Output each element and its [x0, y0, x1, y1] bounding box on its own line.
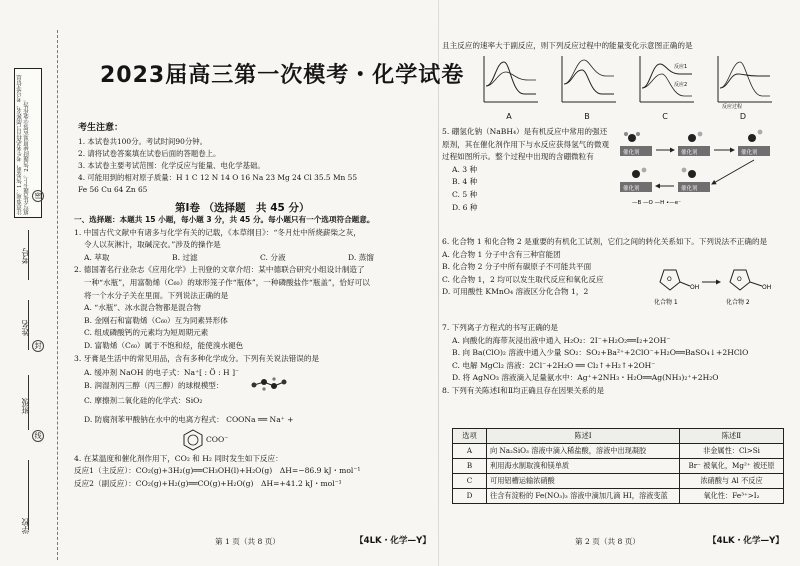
option: A. 3 种: [452, 164, 478, 174]
binding-strip: [6, 30, 58, 560]
table-cell: Br⁻ 被氧化，Mg²⁺ 被还原: [680, 459, 784, 474]
q7-stem: 7. 下列离子方程式的书写正确的是: [442, 323, 558, 332]
reaction-1: 反应1（主反应）：CO₂(g)+3H₂(g)══CH₃OH(l)+H₂O(g) ΔH=−86.9 kJ・mol⁻¹: [74, 466, 361, 476]
note-item: 1. 本试卷共100分。考试时间90分钟。: [78, 137, 207, 146]
field-exam-number: 考号: [21, 248, 30, 264]
option: A. 向酸化的海带灰浸出液中通入 H₂O₂：2I⁻+H₂O₂══I₂+2OH⁻: [452, 335, 671, 345]
energy-diagram-c: [634, 54, 696, 110]
table-row: [453, 489, 784, 504]
option: C. 5 种: [452, 189, 478, 199]
q6-stem: 6. 化合物 1 和化合物 2 是重要的有机化工试剂，它们之间的转化关系如下。下列说法不正确的是: [442, 237, 768, 246]
option: A. 萃取: [84, 252, 110, 262]
axis-label: 反应过程: [722, 104, 743, 110]
table-cell: 利用海水制取溴和镁单质: [487, 459, 680, 474]
q2-line: 将一个水分子关在里面。下列说法正确的是: [84, 290, 229, 300]
page-title: 2023届高三第一次模考・化学试卷: [100, 63, 465, 88]
energy-diagrams: [478, 54, 778, 124]
svg-text:O: O: [667, 276, 672, 283]
table-cell: 氧化性：Fe³⁺>I₂: [680, 489, 784, 504]
fill-line: [28, 460, 29, 530]
table-cell: 浓硝酸与 Al 不反应: [680, 474, 784, 489]
option: C. 摩擦剂二氧化硅的化学式：SiO₂: [84, 396, 203, 406]
option: B. 金刚石和富勒烯（C₆₀）互为同素异形体: [84, 315, 228, 325]
seal-mark: 密: [32, 190, 44, 202]
fill-line: [28, 230, 29, 280]
q5-stem: 5. 硼氢化钠（NaBH₄）是有机反应中常用的强还原剂，其在催化剂作用下与水反应获得氢气的微观过程如图所示。整个过程中出现的含硼微粒有: [442, 127, 610, 162]
table-cell: 向 Na₂SiO₃ 溶液中滴入稀盐酸，溶液中出现凝胶: [487, 444, 680, 459]
option: B. 4 种: [452, 177, 478, 187]
option: C. 电解 MgCl₂ 溶液：2Cl⁻+2H₂O ══ Cl₂↑+H₂↑+2OH⁻: [452, 360, 656, 370]
energy-diagram-a: [478, 54, 540, 110]
left-questions: [74, 214, 446, 490]
question-7: [442, 322, 787, 398]
svg-text:OH: OH: [690, 284, 700, 291]
option: B. 向 Ba(ClO)₂ 溶液中通入少量 SO₂：SO₂+Ba²⁺+2ClO⁻+H₂O══BaSO₄↓+2HClO: [452, 348, 749, 358]
catalyst-label: 催化剂: [741, 150, 758, 156]
fill-line: [28, 300, 29, 350]
option: A. 缓冲剂 NaOH 的电子式：Na⁺[ : Ö : H ]⁻: [84, 368, 240, 378]
option: A. 化合物 1 分子中含有三种官能团: [442, 249, 561, 259]
option: C. 分液: [260, 252, 286, 262]
benzene-ring-icon: [182, 429, 204, 451]
section-title: 第Ⅰ卷 （选择题 共 45 分）: [175, 202, 310, 214]
table-cell: A: [453, 444, 487, 459]
compound-label: 化合物 1: [654, 299, 678, 306]
notice-text: 注意事项：1.答卷前，考生务必将自己的姓名、考号等信息填写在答题卡上。2.答题时使用黑色签字笔作答。: [17, 74, 30, 215]
svg-text:O: O: [737, 276, 742, 283]
exam-notes: [78, 122, 438, 196]
q8-stem: 8. 下列有关陈述Ⅰ和Ⅱ均正确且存在因果关系的是: [442, 385, 605, 395]
q4-continued: 且主反应的速率大于副反应，则下列反应过程中的能量变化示意图正确的是: [442, 41, 693, 50]
catalyst-label: 催化剂: [623, 186, 640, 192]
seal-mark: 封: [32, 340, 44, 352]
option-with-model: [74, 380, 446, 393]
reaction-2: 反应2（副反应）：CO₂(g)+H₂(g)══CO(g)+H₂O(g) ΔH=+41.2 kJ・mol⁻¹: [74, 478, 342, 488]
legend-label: 反应1: [674, 64, 688, 70]
paper-code: 【4LK・化学—Y】: [355, 536, 431, 546]
carboxylate-label: COO⁻: [206, 434, 229, 444]
section-intro: 一、选择题：本题共 15 小题，每小题 3 分，共 45 分。每小题只有一个选项符合题意。: [74, 215, 375, 224]
q1-line: 1. 中国古代文献中有诸多与化学有关的记载，《本草纲目》：“冬月灶中所烧薪柴之灰，: [74, 227, 361, 237]
svg-text:OH: OH: [762, 284, 772, 291]
table-cell: D: [453, 489, 487, 504]
option: A. “水瓶”、冰水混合物都是混合物: [84, 303, 201, 313]
seal-mark: 线: [32, 430, 44, 442]
table-row: [453, 459, 784, 474]
mechanism-legend: —B —O —H •—e⁻: [632, 200, 682, 206]
catalyst-label: 催化剂: [681, 150, 698, 156]
q2-line: 2. 德国著名行业杂志《应用化学》上刊登的文章介绍：某中德联合研究小组设计制造了: [74, 265, 365, 275]
note-item: Fe 56 Cu 64 Zn 65: [78, 185, 148, 194]
table-cell: 可用铝槽运输浓硝酸: [487, 474, 680, 489]
option: D. 将 AgNO₃ 溶液滴入足量氨水中：Ag⁺+2NH₃・H₂O══Ag(NH₃)₂⁺+2H₂O: [452, 373, 719, 383]
option: C. 化合物 1，2 均可以发生取代反应和氧化反应: [442, 274, 604, 284]
page-number: 第 2 页（共 8 页）: [575, 537, 640, 546]
compound-structures: [650, 264, 786, 308]
option: B. 过滤: [172, 252, 198, 262]
energy-diagram-d: [712, 54, 774, 110]
diagram-label: C: [662, 112, 668, 121]
catalyst-label: 催化剂: [623, 150, 640, 156]
table-header-row: [453, 429, 784, 444]
note-item: 2. 请将试卷答案填在试卷后面的答题卷上。: [78, 149, 221, 158]
page-number: 第 1 页（共 8 页）: [215, 537, 280, 546]
q8-table: [452, 428, 784, 504]
q4-line: 4. 在某温度和催化剂作用下，CO₂ 和 H₂ 同时发生如下反应：: [74, 453, 283, 463]
field-name: 姓名: [21, 320, 30, 336]
q1-options: [74, 252, 446, 265]
option: B. 润湿剂丙三醇（丙三醇）的球棍模型：: [84, 380, 224, 390]
legend-label: 反应2: [674, 82, 688, 88]
q2-line: 一种“水瓶”，用富勒烯（C₆₀）的球形笼子作“瓶体”，一种磷酸盐作“瓶盖”，恰好可以: [84, 277, 370, 287]
note-item: 4. 可能用到的相对原子质量：H 1 C 12 N 14 O 16 Na 23 Mg 24 Cl 35.5 Mn 55: [78, 173, 358, 182]
option: D. 可用酸性 KMnO₄ 溶液区分化合物 1，2: [442, 287, 589, 297]
reaction-mechanism-diagram: [612, 126, 788, 206]
diagram-label: B: [584, 112, 590, 121]
compound-label: 化合物 2: [726, 299, 750, 306]
table-header: 陈述Ⅱ: [680, 429, 784, 444]
fill-line: [28, 375, 29, 430]
q1-line: 令人以灰淋汁，取碱浣衣。”涉及的操作是: [84, 240, 221, 250]
ball-stick-model-icon: [249, 377, 289, 393]
option: D. 防腐剂苯甲酸钠在水中的电离方程式： COONa ══ Na⁺ +: [84, 414, 294, 424]
table-row: [453, 474, 784, 489]
table-cell: 往含有淀粉的 Fe(NO₃)₃ 溶液中滴加几滴 HI，溶液变蓝: [487, 489, 680, 504]
note-item: 3. 本试卷主要考试范围：化学反应与能量、电化学基础。: [78, 161, 265, 170]
notes-heading: 考生注意：: [78, 123, 124, 133]
paper-code: 【4LK・化学—Y】: [708, 536, 784, 546]
table-cell: B: [453, 459, 487, 474]
catalyst-label: 催化剂: [681, 186, 698, 192]
diagram-label: A: [506, 112, 512, 121]
option: D. 6 种: [452, 202, 478, 212]
benzoate-structure: [74, 427, 446, 453]
option-with-structure: [74, 414, 446, 427]
energy-diagram-b: [556, 54, 618, 110]
table-header: 陈述Ⅰ: [487, 429, 680, 444]
option: D. 富勒烯（C₆₀）属于不饱和烃，能使溴水褪色: [84, 340, 244, 350]
table-cell: 非金属性：Cl>Si: [680, 444, 784, 459]
table-cell: C: [453, 474, 487, 489]
field-school: 学校: [21, 518, 30, 534]
option: D. 蒸馏: [348, 252, 374, 262]
table-header: 选项: [453, 429, 487, 444]
option: C. 组成磷酸钙的元素均为短周期元素: [84, 328, 209, 338]
q3-line: 3. 牙膏是生活中的常见用品，含有多种化学成分。下列有关说法错误的是: [74, 353, 320, 363]
option: B. 化合物 2 分子中所有碳原子不可能共平面: [442, 262, 592, 272]
table-row: [453, 444, 784, 459]
field-class: 班级: [21, 398, 30, 414]
diagram-label: D: [739, 112, 747, 121]
